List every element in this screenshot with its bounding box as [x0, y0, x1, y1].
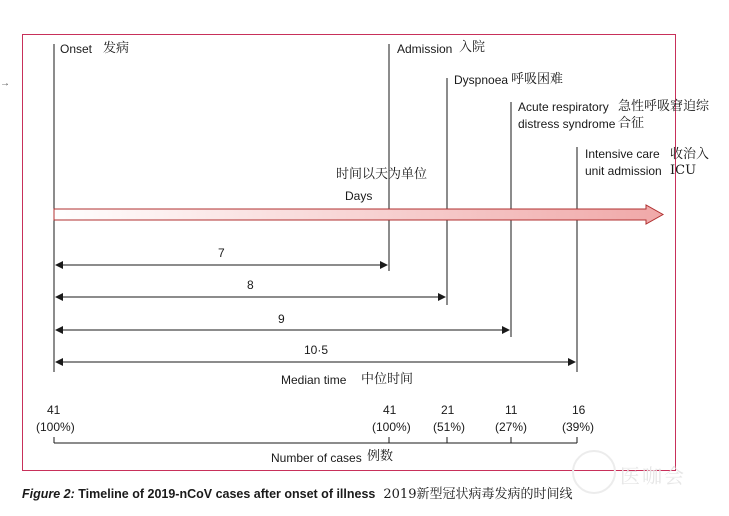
cases-label-en: Number of cases: [271, 451, 362, 465]
case-pct-dyspnoea: (51%): [433, 420, 466, 434]
icu-label-en-1: Intensive care: [585, 147, 660, 161]
icu-label-zh-1: 收治入: [670, 147, 710, 162]
caption-zh: 2019新型冠状病毒发病的时间线: [383, 487, 573, 502]
stray-mark: →: [0, 78, 10, 89]
case-pct-onset: (100%): [36, 420, 75, 434]
ards-label-zh-1: 急性呼吸窘迫综: [618, 99, 710, 114]
dyspnoea-label-zh: 呼吸困难: [511, 72, 564, 87]
onset-label-en: Onset: [60, 42, 93, 56]
case-pct-icu: (39%): [562, 420, 595, 434]
days-label-en: Days: [345, 189, 373, 203]
interval-label-7: 7: [218, 246, 225, 260]
icu-label-en-2: unit admission: [585, 164, 662, 178]
case-pct-ards: (27%): [495, 420, 528, 434]
watermark-logo-icon: [572, 450, 616, 494]
ards-label-zh-2: 合征: [618, 116, 645, 131]
admission-label-en: Admission: [397, 42, 453, 56]
interval-label-8: 8: [247, 278, 254, 292]
median-label-zh: 中位时间: [361, 372, 414, 387]
caption-title: Timeline of 2019-nCoV cases after onset of illness: [74, 487, 376, 501]
days-arrow: [54, 205, 663, 224]
onset-label-zh: 发病: [103, 41, 130, 56]
interval-label-9: 9: [278, 312, 285, 326]
figure-caption: [22, 483, 572, 502]
ards-label-en-1: Acute respiratory: [518, 100, 609, 114]
days-label-zh: 时间以天为单位: [336, 167, 428, 182]
admission-label-zh: 入院: [459, 40, 486, 55]
icu-label-zh-2: ICU: [670, 163, 697, 178]
case-pct-admission: (100%): [372, 420, 411, 434]
case-count-admission: 41: [383, 403, 397, 417]
case-count-dyspnoea: 21: [441, 403, 455, 417]
interval-label-10-5: 10·5: [304, 343, 329, 357]
case-count-onset: 41: [47, 403, 61, 417]
median-label-en: Median time: [281, 373, 347, 387]
case-count-icu: 16: [572, 403, 586, 417]
case-count-ards: 11: [505, 403, 518, 417]
cases-label-zh: 例数: [367, 449, 394, 464]
watermark-text: 医咖会: [620, 464, 686, 488]
caption-figure-number: Figure 2:: [22, 487, 75, 501]
ards-label-en-2: distress syndrome: [518, 117, 616, 131]
dyspnoea-label-en: Dyspnoea: [454, 73, 509, 87]
